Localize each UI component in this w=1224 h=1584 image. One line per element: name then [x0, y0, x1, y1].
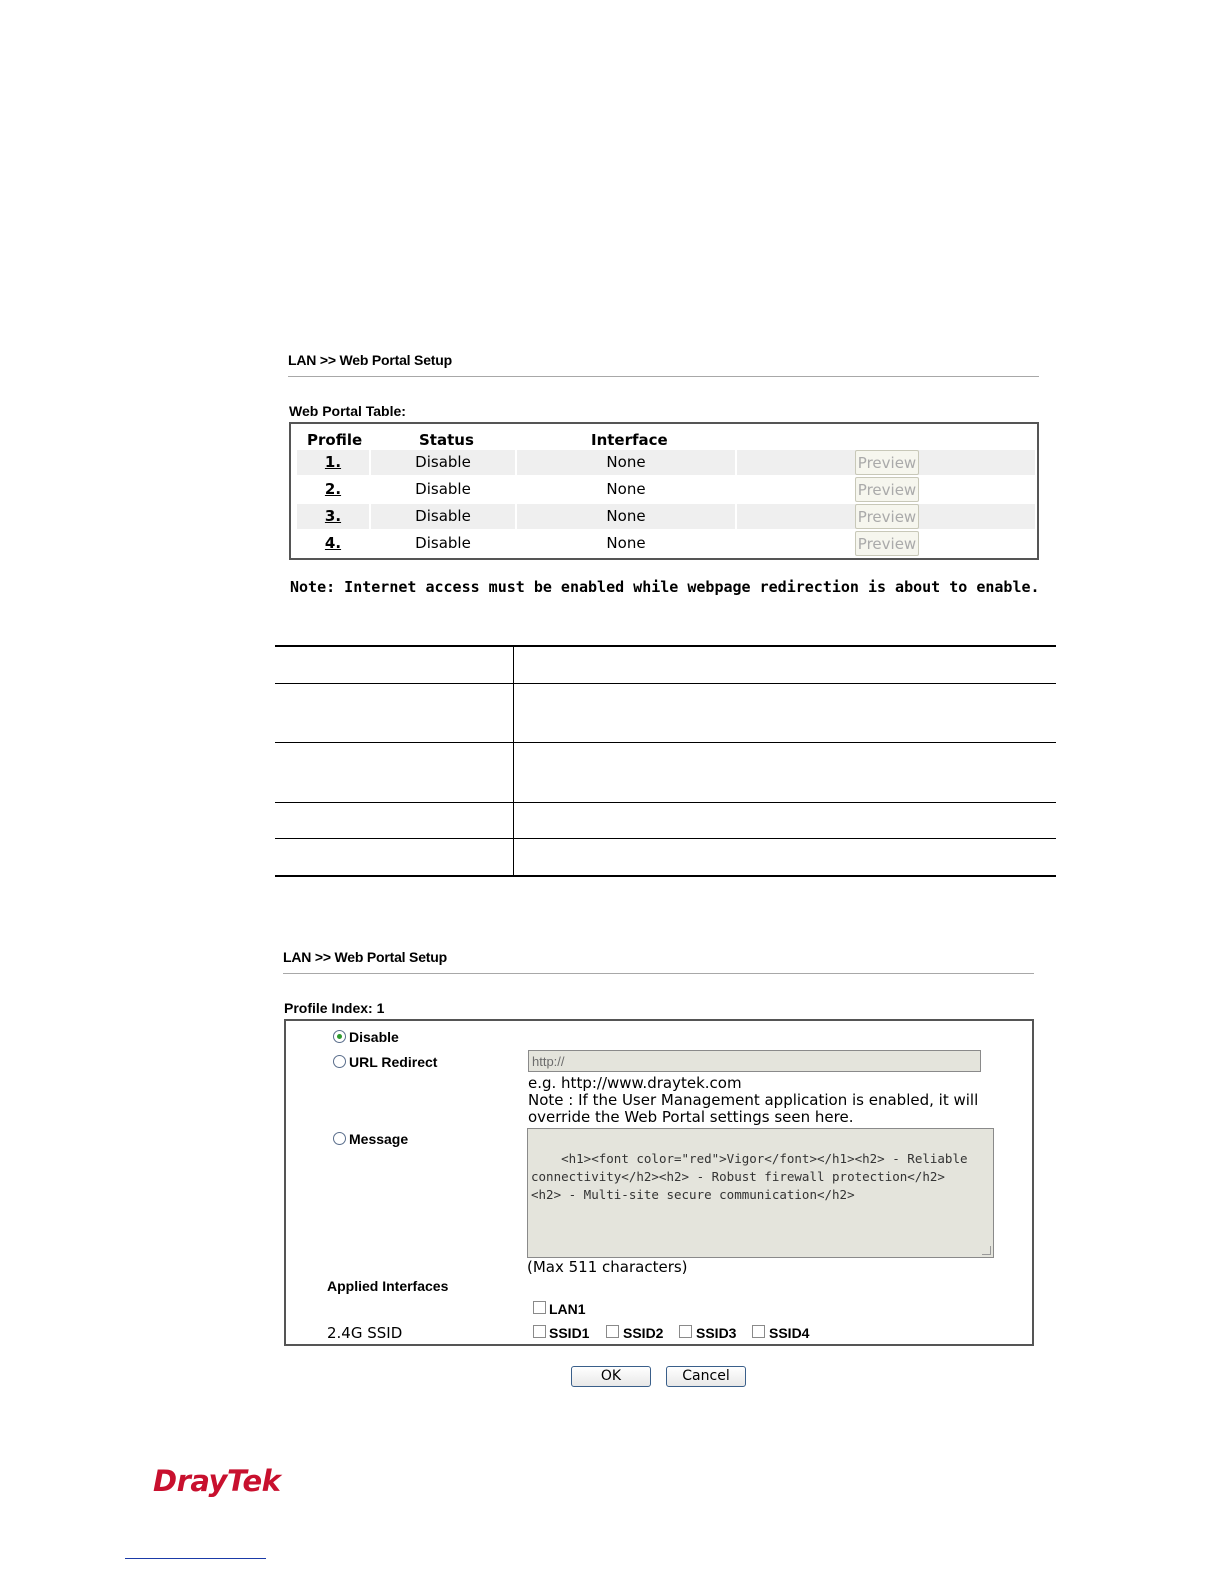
interface-cell: None: [517, 450, 735, 475]
redirection-note: Note: Internet access must be enabled while webpage redirection is about to enable.: [290, 578, 1040, 596]
column-header-profile: Profile: [307, 431, 363, 449]
ssid3-label: SSID3: [696, 1325, 737, 1341]
disable-label: Disable: [349, 1029, 399, 1045]
column-header-interface: Interface: [591, 431, 668, 449]
breadcrumb-divider: [288, 376, 1039, 377]
footer-divider: [125, 1558, 266, 1559]
web-portal-table: [289, 422, 1039, 560]
url-note-line-2: override the Web Portal settings seen here.: [528, 1108, 854, 1126]
ssid1-label: SSID1: [549, 1325, 590, 1341]
ssid2-checkbox[interactable]: [606, 1325, 619, 1338]
table-top-border: [275, 645, 1056, 647]
breadcrumb: LAN >> Web Portal Setup: [283, 949, 447, 965]
table-row: [295, 450, 1033, 475]
table-row-divider: [275, 683, 1056, 684]
ssid2-label: SSID2: [623, 1325, 664, 1341]
table-row-divider: [275, 802, 1056, 803]
lan1-checkbox[interactable]: [533, 1301, 546, 1314]
cancel-button[interactable]: Cancel: [666, 1366, 746, 1387]
table-row-divider: [275, 838, 1056, 839]
url-note-line-1: Note : If the User Management application is enabled, it will: [528, 1091, 979, 1109]
url-redirect-radio[interactable]: [333, 1055, 346, 1068]
message-radio[interactable]: [333, 1132, 346, 1145]
column-header-status: Status: [419, 431, 474, 449]
profile-form: [284, 1019, 1034, 1346]
table-row: [295, 531, 1033, 556]
ok-button[interactable]: OK: [571, 1366, 651, 1387]
ssid1-checkbox[interactable]: [533, 1325, 546, 1338]
table-bottom-border: [275, 875, 1056, 877]
breadcrumb: LAN >> Web Portal Setup: [288, 352, 452, 368]
status-cell: Disable: [371, 504, 515, 529]
message-textarea[interactable]: [527, 1128, 994, 1258]
interface-cell: None: [606, 480, 646, 498]
draytek-logo: DrayTek: [153, 1464, 281, 1498]
url-input[interactable]: [528, 1050, 981, 1072]
status-cell: Disable: [415, 534, 471, 552]
applied-interfaces-label: Applied Interfaces: [327, 1278, 449, 1294]
table-title: Web Portal Table:: [289, 403, 406, 419]
url-redirect-label: URL Redirect: [349, 1054, 438, 1070]
interface-cell: None: [517, 504, 735, 529]
message-text: <h1><font color="red">Vigor</font></h1><h2> - Reliable connectivity</h2><h2> - Robust firewall protection</h2> <h2> - Multi-site secure communication</h2>: [531, 1151, 968, 1202]
max-characters-hint: (Max 511 characters): [527, 1258, 688, 1276]
interface-cell: None: [606, 534, 646, 552]
ssid-group-label: 2.4G SSID: [327, 1324, 403, 1342]
profile-link-3[interactable]: 3.: [297, 504, 369, 529]
status-cell: Disable: [371, 450, 515, 475]
breadcrumb-divider: [283, 973, 1034, 974]
profile-link-4[interactable]: 4.: [324, 534, 342, 552]
url-example: e.g. http://www.draytek.com: [528, 1074, 742, 1092]
profile-link-1[interactable]: 1.: [297, 450, 369, 475]
table-row: [295, 477, 1033, 502]
ssid4-label: SSID4: [769, 1325, 810, 1341]
preview-button[interactable]: Preview: [855, 531, 919, 556]
resize-grip-icon[interactable]: [982, 1246, 991, 1255]
preview-button[interactable]: Preview: [855, 450, 919, 475]
preview-button[interactable]: Preview: [855, 477, 919, 502]
status-cell: Disable: [415, 480, 471, 498]
disable-radio[interactable]: [333, 1030, 346, 1043]
ssid3-checkbox[interactable]: [679, 1325, 692, 1338]
table-row: [295, 504, 1033, 529]
lan1-label: LAN1: [549, 1301, 586, 1317]
table-column-divider: [513, 645, 514, 876]
ssid4-checkbox[interactable]: [752, 1325, 765, 1338]
table-row-divider: [275, 742, 1056, 743]
message-label: Message: [349, 1131, 409, 1147]
profile-index-title: Profile Index: 1: [284, 1000, 385, 1016]
preview-button[interactable]: Preview: [855, 504, 919, 529]
profile-link-2[interactable]: 2.: [324, 480, 342, 498]
